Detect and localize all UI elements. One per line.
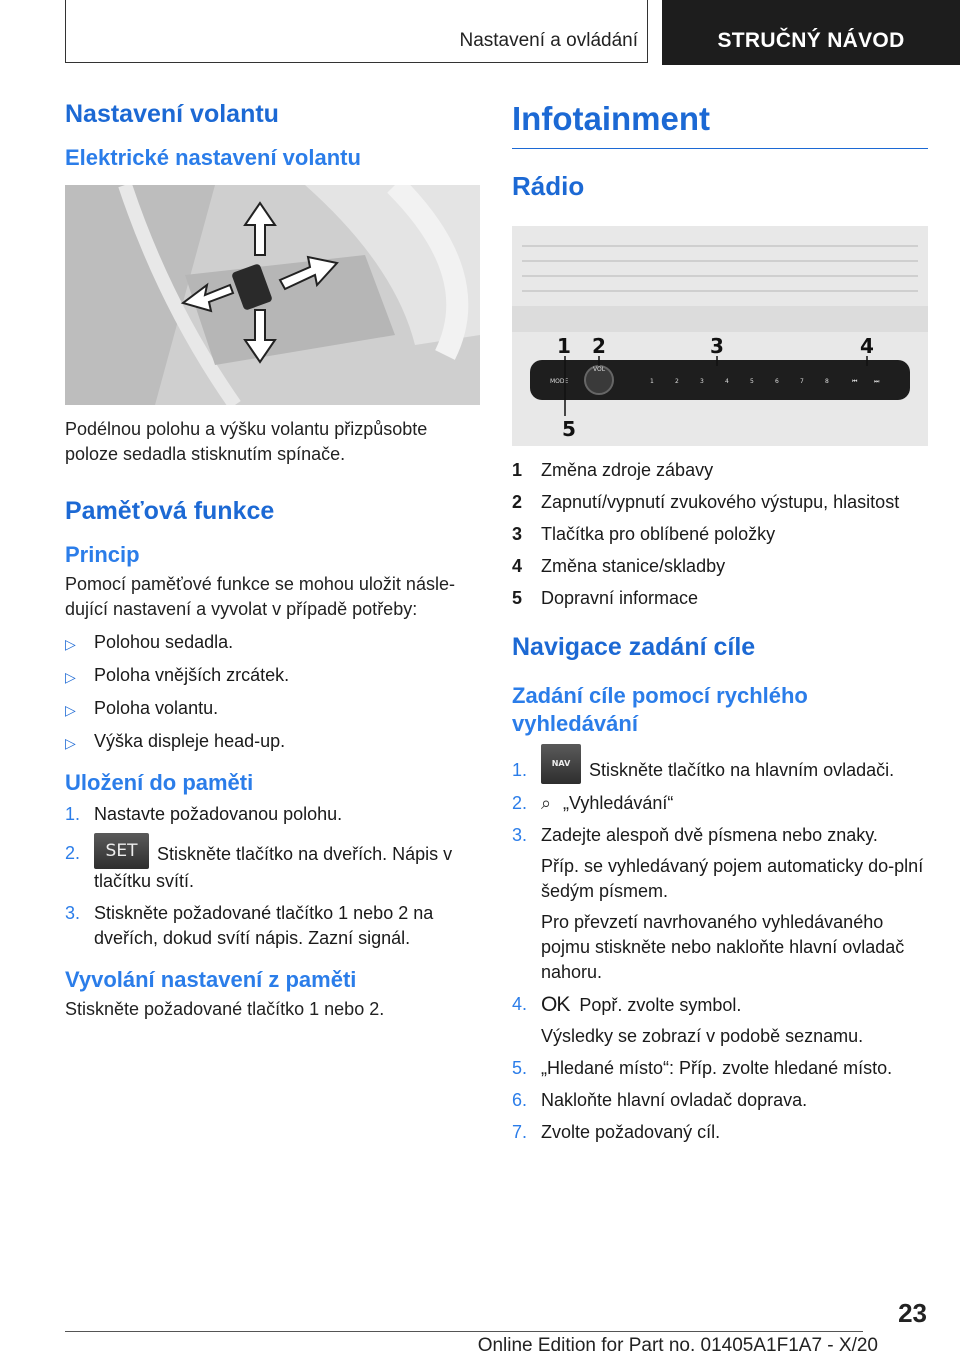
radio-mode-label: MODE	[550, 378, 569, 385]
save-title: Uložení do paměti	[65, 770, 254, 795]
list-item: 4. OK Popř. zvolte symbol. Výsledky se zobrazí v podobě seznamu.	[512, 993, 864, 1047]
callout-3: 3	[710, 334, 724, 358]
memory-title: Paměťová funkce	[65, 497, 275, 525]
list-item: 3 Tlačítka pro oblíbené položky	[512, 524, 776, 544]
right-column	[512, 100, 928, 1152]
list-item: ▷ Poloha vnějších zrcátek.	[65, 663, 480, 690]
ok-icon: OK	[541, 993, 570, 1017]
infotainment-title: Infotainment	[512, 100, 928, 149]
left-column	[65, 100, 480, 1022]
nav-subtitle: Zadání cíle pomocí rychlého vyhledávání	[512, 683, 808, 736]
radio-panel-illustration	[512, 226, 928, 446]
steering-text: Podélnou polohu a výšku volantu přizpůsobte poloze sedadla stisknutím spínače.	[65, 419, 428, 464]
list-item: 2. SET Stiskněte tlačítko na dveřích. Nápis v tlačítku svítí.	[65, 841, 480, 894]
callout-2: 2	[592, 334, 606, 358]
list-item: 1. NAV Stiskněte tlačítko na hlavním ovladači.	[512, 758, 928, 784]
radio-preset-label: 3	[700, 378, 704, 385]
radio-figure	[512, 226, 928, 446]
search-icon: ⌕	[541, 793, 552, 814]
list-item: 1 Změna zdroje zábavy	[512, 460, 714, 480]
list-item: 4 Změna stanice/skladby	[512, 556, 726, 576]
nav-steps-list	[512, 758, 928, 1145]
list-item: 5. „Hledané místo“: Příp. zvolte hledané místo.	[512, 1058, 893, 1079]
radio-next-icon: ⏭	[874, 378, 880, 385]
list-item: 6. Nakloňte hlavní ovladač doprava.	[512, 1090, 808, 1111]
list-item: ▷ Polohou sedadla.	[65, 630, 480, 657]
triangle-bullet-icon: ▷	[65, 636, 76, 652]
callout-1: 1	[557, 334, 571, 358]
footer-edition-text: Online Edition for Part no. 01405A1F1A7 - X/20	[477, 1335, 878, 1356]
list-item: 5 Dopravní informace	[512, 588, 699, 608]
radio-prev-icon: ⏮	[852, 378, 858, 385]
page-number: 23	[898, 1298, 927, 1328]
radio-preset-label: 6	[775, 378, 779, 385]
nav-button-icon: NAV	[541, 744, 581, 784]
triangle-bullet-icon: ▷	[65, 702, 76, 718]
list-item: 3. Stiskněte požadované tlačítko 1 nebo 2 na dveřích, dokud svítí nápis. Zazní signál.	[65, 903, 434, 948]
steering-title: Nastavení volantu	[65, 100, 279, 128]
radio-vol-label: VOL	[593, 366, 606, 373]
list-item: 2. ⌕ „Vyhledávání“	[512, 791, 928, 816]
list-item: 3. Zadejte alespoň dvě písmena nebo znaky. Příp. se vyhledávaný pojem automaticky do-plní šedým písmem. Pro převzetí navrhovaného vyhledávaného pojmu stiskněte nebo nakloňte hlavní ovladač nahoru.	[512, 825, 924, 983]
list-item: ▷ Poloha volantu.	[65, 696, 480, 723]
recall-text: Stiskněte požadované tlačítko 1 nebo 2.	[65, 999, 385, 1019]
radio-preset-label: 7	[800, 378, 804, 385]
nav-title: Navigace zadání cíle	[512, 633, 756, 661]
set-button-icon: SET	[94, 833, 149, 869]
radio-preset-label: 8	[825, 378, 829, 385]
principle-text: Pomocí paměťové funkce se mohou uložit násle-dující nastavení a vyvolat v případě potřeby:	[65, 574, 455, 619]
radio-title: Rádio	[512, 171, 585, 201]
list-item: 2 Zapnutí/vypnutí zvukového výstupu, hlasitost	[512, 492, 900, 512]
recall-title: Vyvolání nastavení z paměti	[65, 967, 357, 992]
radio-preset-label: 5	[750, 378, 754, 385]
radio-preset-label: 4	[725, 378, 729, 385]
callout-5: 5	[562, 417, 576, 441]
header-brand-label: STRUČNÝ NÁVOD	[662, 0, 960, 65]
header-section-title: Nastavení a ovládání	[459, 30, 638, 51]
steering-illustration	[65, 185, 480, 405]
steering-figure	[65, 185, 480, 405]
footer-divider	[65, 1331, 863, 1332]
list-item: 1. Nastavte požadovanou polohu.	[65, 804, 343, 824]
principle-title: Princip	[65, 542, 140, 567]
radio-legend-list	[512, 458, 928, 611]
callout-4: 4	[860, 334, 874, 358]
radio-preset-label: 1	[650, 378, 654, 385]
triangle-bullet-icon: ▷	[65, 735, 76, 751]
list-item: ▷ Výška displeje head-up.	[65, 729, 480, 756]
list-item: 7. Zvolte požadovaný cíl.	[512, 1122, 721, 1143]
memory-bullet-list	[65, 630, 480, 756]
triangle-bullet-icon: ▷	[65, 669, 76, 685]
radio-preset-label: 2	[675, 378, 679, 385]
steering-subtitle: Elektrické nastavení volantu	[65, 145, 361, 170]
save-steps-list	[65, 802, 480, 951]
